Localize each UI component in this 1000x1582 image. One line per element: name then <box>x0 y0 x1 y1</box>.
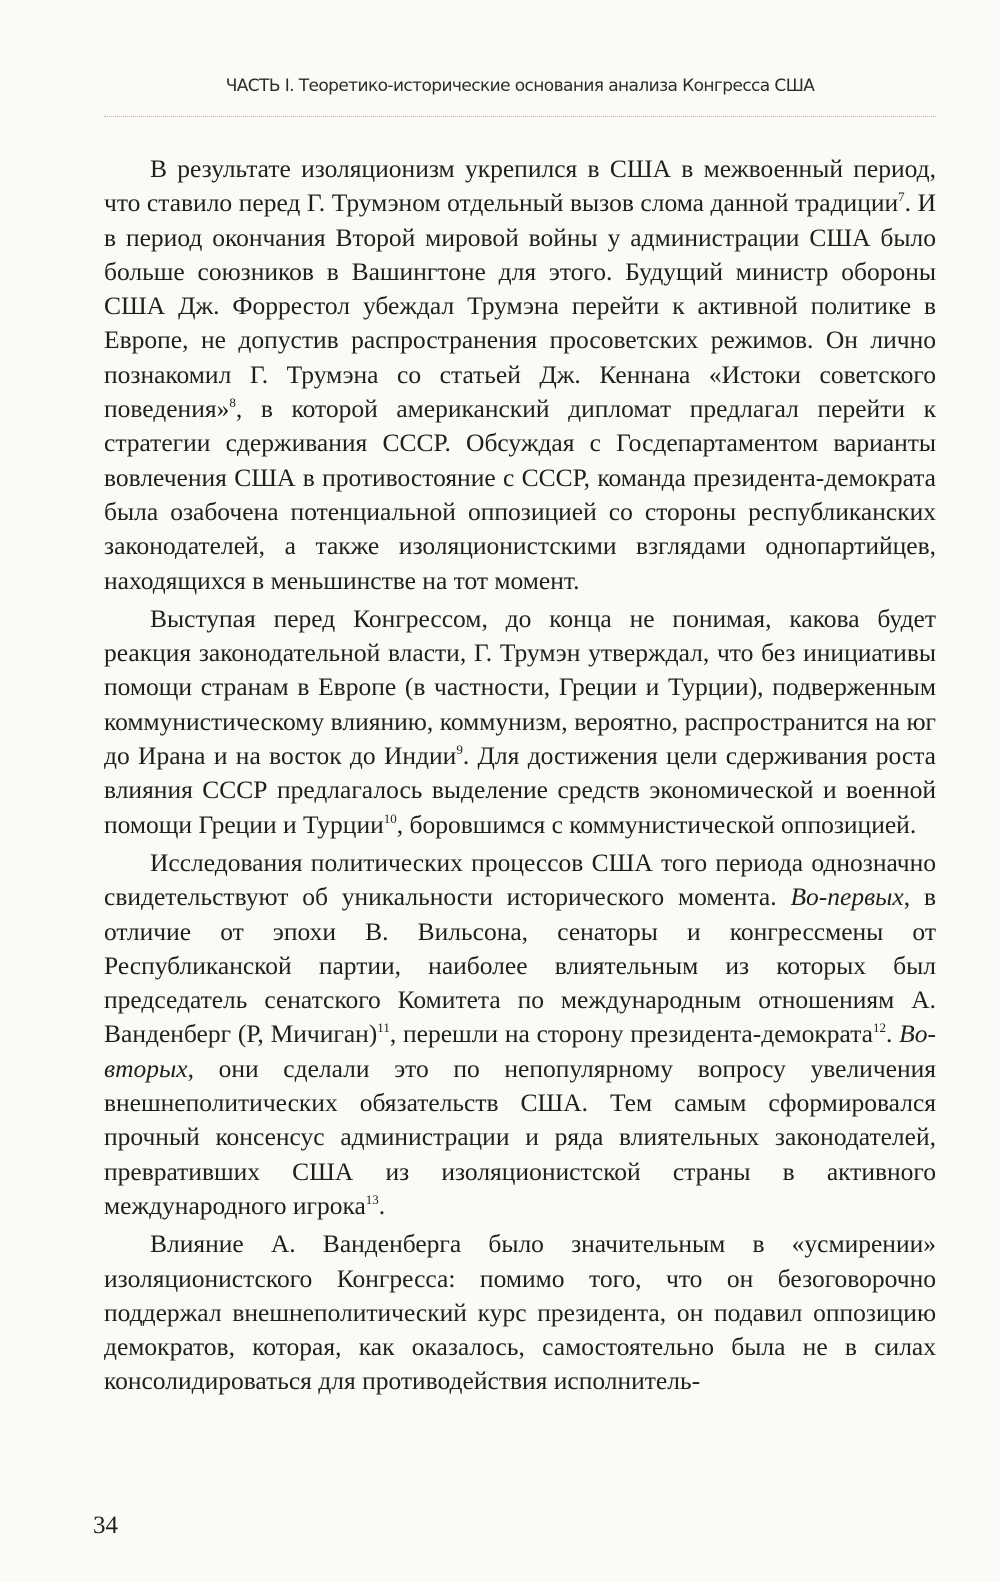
italic-term: Во-первых <box>790 882 904 912</box>
paragraph-1 <box>104 152 936 598</box>
running-header: ЧАСТЬ I. Теоретико-исторические основания анализа Конгресса США <box>225 76 815 96</box>
body-text <box>104 152 936 1403</box>
italic-term: Во-вторых <box>104 1019 936 1083</box>
footnote-ref-12: 12 <box>872 1020 886 1036</box>
text-segment: Исследования политических процессов США того периода однозначно свидетельствуют об уникальности исторического момента. <box>104 847 936 912</box>
header-divider <box>104 116 936 117</box>
footnote-ref-9: 9 <box>456 742 463 758</box>
text-segment: . И в период окончания Второй мировой войны у администрации США было больше союзников в Вашингтоне для этого. Будущий министр обороны США Дж. Форрестол убеждал Трумэна перейти к активной политике в Европе, не допустив распространения просоветских режимов. Он лично познакомил Г. Трумэна со статьей Дж. Кеннана «Истоки советского поведения» <box>104 188 936 424</box>
text-segment: . <box>378 1190 386 1220</box>
page-number: 34 <box>93 1512 118 1539</box>
footnote-ref-11: 11 <box>377 1020 390 1036</box>
text-segment: , в которой американский дипломат предлагал перейти к стратегии сдерживания СССР. Обсуждая с Госдепартаментом варианты вовлечения США в противостояние с СССР, команда президента-демократа была озабочена потенциальной оппозицией со стороны республиканских законодателей, а также изоляционистскими взглядами однопартийцев, находящихся в меньшинстве на тот момент. <box>104 394 936 595</box>
text-segment: , боровшимся с коммунистической оппозицией. <box>396 809 917 839</box>
text-segment: В результате изоляционизм укрепился в США в межвоенный период, что ставило перед Г. Трумэном отдельный вызов слома данной традиции <box>104 154 936 218</box>
paragraph-3 <box>104 846 936 1223</box>
text-segment: . Для достижения цели сдерживания роста влияния СССР предлагалось выделение средств экономической и военной помощи Греции и Турции <box>104 741 936 839</box>
paragraph-4 <box>104 1227 936 1398</box>
text-segment: Влияние А. Ванденберга было значительным в «усмирении» изоляционистского Конгресса: помимо того, что он безоговорочно поддержал внешнеполитический курс президента, он подавил оппозицию демократов, которая, как оказалось, самостоятельно была не в силах консолидироваться для противодействия исполнитель- <box>104 1229 936 1396</box>
text-segment: , в отличие от эпохи В. Вильсона, сенаторы и конгрессмены от Республиканской партии, наиболее влиятельным из которых был председатель сенатского Комитета по международным отношениям А. Ванденберг (Р, Мичиган) <box>104 882 936 1049</box>
footnote-ref-13: 13 <box>365 1191 379 1207</box>
footnote-ref-8: 8 <box>229 395 236 411</box>
text-segment: Выступая перед Конгрессом, до конца не понимая, какова будет реакция законодательной власти, Г. Трумэн утверждал, что без инициативы помощи странам в Европе (в частности, Греции и Турции), подверженным коммунистическому влиянию, коммунизм, вероятно, распространится на юг до Ирана и на восток до Индии <box>104 603 936 771</box>
text-segment: , они сделали это по непопулярному вопросу увеличения внешнеполитических обязательств США. Тем самым сформировался прочный консенсус администрации и ряда влиятельных законодателей, превративших США из изоляционистской страны в активного международного игрока <box>104 1053 936 1220</box>
paragraph-2 <box>104 602 936 842</box>
text-segment: , перешли на сторону президента-демократа <box>389 1019 873 1049</box>
footnote-ref-7: 7 <box>898 189 905 205</box>
text-segment: . <box>885 1019 900 1049</box>
footnote-ref-10: 10 <box>383 810 397 826</box>
